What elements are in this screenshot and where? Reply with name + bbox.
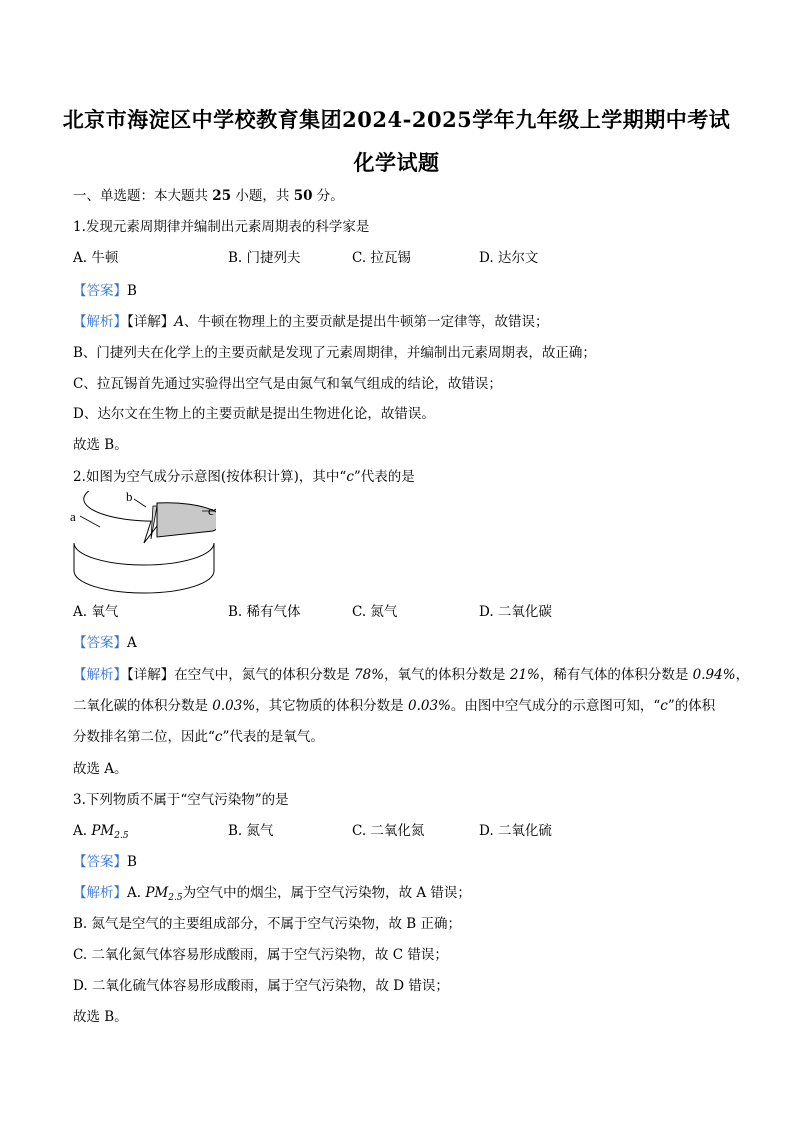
q3-option-d: D. 二氧化硫 [479,823,552,839]
q1-option-a: A. 牛顿 [73,250,119,266]
q1-option-b: B. 门捷列夫 [228,250,301,266]
q2-analysis-line2: 二氧化碳的体积分数是 0.03%，其它物质的体积分数是 0.03%。由图中空气成分的示意图可知，“c”的体积 [73,698,716,714]
q2-stem: 2.如图为空气成分示意图(按体积计算)，其中“c”代表的是 [73,469,415,485]
q1-analysis-line4: D、达尔文在生物上的主要贡献是提出生物进化论，故错误。 [73,406,435,422]
page-subtitle: 化学试题 [353,150,440,175]
q3-analysis-line2: B. 氮气是空气的主要组成部分，不属于空气污染物，故 B 正确； [73,916,462,932]
q3-answer: 【答案】B [73,854,137,870]
q1-option-d: D. 达尔文 [479,250,539,266]
q2-conclusion: 故选 A。 [73,761,128,777]
q3-option-b: B. 氮气 [228,823,274,839]
q1-analysis-line1: 【解析】【详解】A、牛顿在物理上的主要贡献是提出牛顿第一定律等，故错误； [73,314,549,330]
section-heading: 一、单选题：本大题共 25 小题，共 50 分。 [73,188,344,204]
air-composition-pie-figure [66,491,216,595]
q1-option-c: C. 拉瓦锡 [352,250,411,266]
q2-option-b: B. 稀有气体 [228,604,301,620]
q2-option-a: A. 氧气 [73,604,119,620]
q1-conclusion: 故选 B。 [73,437,128,453]
q2-option-d: D. 二氧化碳 [479,604,552,620]
q3-conclusion: 故选 B。 [73,1009,128,1025]
q3-analysis-line3: C. 二氧化氮气体容易形成酸雨，属于空气污染物，故 C 错误； [73,947,448,963]
q2-answer: 【答案】A [73,635,137,651]
q2-analysis-line1: 【解析】【详解】在空气中，氮气的体积分数是 78%，氧气的体积分数是 21%，稀有气体的体积分数是 0.94%， [73,667,750,683]
q3-stem: 3.下列物质不属于“空气污染物”的是 [73,792,289,808]
q1-analysis-line2: B、门捷列夫在化学上的主要贡献是发现了元素周期律，并编制出元素周期表，故正确； [73,345,596,361]
q2-analysis-line3: 分数排名第二位，因此“c”代表的是氧气。 [73,729,324,745]
page-title: 北京市海淀区中学校教育集团2024-2025学年九年级上学期期中考试 [62,107,731,132]
q3-option-c: C. 二氧化氮 [352,823,425,839]
q1-stem: 1.发现元素周期律并编制出元素周期表的科学家是 [73,219,370,235]
q2-option-c: C. 氮气 [352,604,398,620]
pie-label-c: c [208,503,214,518]
q1-answer: 【答案】B [73,283,137,299]
pie-label-b: b [126,491,133,504]
q1-analysis-line3: C、拉瓦锡首先通过实验得出空气是由氮气和氧气组成的结论，故错误； [73,376,502,392]
q3-option-a: A. $PM_{2.5}$ [73,823,129,841]
q3-analysis-line1: 【解析】A. $PM_{2.5}$为空气中的烟尘，属于空气污染物，故 A 错误； [73,885,471,903]
q3-analysis-line4: D. 二氧化硫气体容易形成酸雨，属于空气污染物，故 D 错误； [73,978,449,994]
pie-label-a: a [70,509,76,524]
